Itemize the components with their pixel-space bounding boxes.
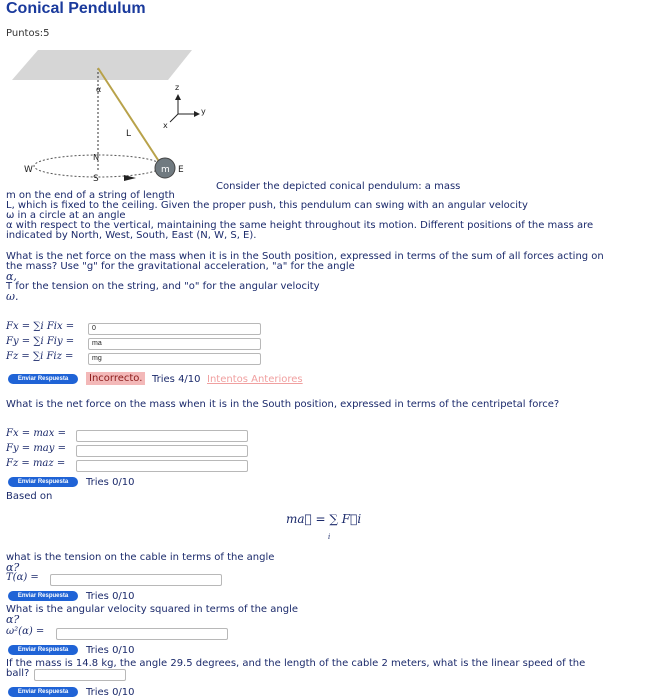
- q3-line-2: α?: [6, 561, 20, 574]
- q2-fz-label: Fz = maz =: [6, 458, 66, 469]
- q4-line-2: α?: [6, 613, 20, 626]
- q1-line-2: the mass? Use "g" for the gravitational acceleration, "a" for the angle: [6, 261, 355, 272]
- west-label: W: [24, 165, 33, 175]
- q2-fy-label: Fy = may =: [6, 443, 66, 454]
- q1-fz-label: Fz = ∑i Fiz =: [6, 351, 74, 362]
- length-label: L: [126, 129, 132, 139]
- q2-fy-input[interactable]: [76, 445, 248, 457]
- q3-label: T(α) =: [6, 572, 39, 583]
- intro-line-4: ω in a circle at an angle: [6, 210, 126, 221]
- conical-pendulum-diagram: [0, 44, 215, 194]
- intro-line-5: α with respect to the vertical, maintaining the same height throughout its motion. Different positions of the mass are: [6, 220, 594, 231]
- q1-fx-label: Fx = ∑i Fix =: [6, 321, 75, 332]
- q1-line-5: ω.: [6, 290, 19, 303]
- q4-submit-button[interactable]: Enviar Respuesta: [8, 645, 78, 655]
- intro-line-2: m on the end of a string of length: [6, 190, 175, 201]
- x-axis-label: x: [163, 121, 168, 130]
- q1-fx-input[interactable]: 0: [88, 323, 261, 335]
- q1-fy-label: Fy = ∑i Fiy =: [6, 336, 75, 347]
- newton-equation: ma⃗ = ∑ F⃗i: [286, 512, 362, 526]
- q3-tries: Tries 0/10: [86, 591, 135, 602]
- q4-line-1: What is the angular velocity squared in terms of the angle: [6, 604, 298, 615]
- q2-text: What is the net force on the mass when it is in the South position, expressed in terms of the centripetal force?: [6, 399, 560, 410]
- q2-fx-label: Fx = max =: [6, 428, 66, 439]
- q5-line-1: If the mass is 14.8 kg, the angle 29.5 degrees, and the length of the cable 2 meters, what is the linear speed of the: [6, 658, 586, 669]
- q1-line-4: T for the tension on the string, and "o" for the angular velocity: [6, 281, 320, 292]
- east-label: E: [178, 165, 184, 175]
- q1-fz-input[interactable]: mg: [88, 353, 261, 365]
- q2-tries: Tries 0/10: [86, 477, 135, 488]
- q1-incorrect-badge: Incorrecto.: [86, 372, 145, 385]
- alpha-label: α: [96, 85, 102, 94]
- q5-speed-input[interactable]: [34, 669, 126, 681]
- pendulum-string: [98, 68, 162, 166]
- intro-line-3: L, which is fixed to the ceiling. Given the proper push, this pendulum can swing with an angular velocity: [6, 200, 528, 211]
- q3-line-1: what is the tension on the cable in terms of the angle: [6, 552, 275, 563]
- south-label: S: [93, 174, 99, 184]
- q3-tension-input[interactable]: [50, 574, 222, 586]
- q2-submit-button[interactable]: Enviar Respuesta: [8, 477, 78, 487]
- intro-line-1: Consider the depicted conical pendulum: a mass: [216, 181, 461, 192]
- q4-omega-input[interactable]: [56, 628, 228, 640]
- q3-submit-button[interactable]: Enviar Respuesta: [8, 591, 78, 601]
- y-axis-label: y: [201, 107, 206, 116]
- q1-fy-input[interactable]: ma: [88, 338, 261, 350]
- q1-submit-button[interactable]: Enviar Respuesta: [8, 374, 78, 384]
- mass-label: m: [161, 165, 170, 175]
- newton-equation-sub: i: [328, 533, 331, 541]
- direction-arrow: [124, 175, 136, 181]
- q5-line-2: ball?: [6, 668, 30, 679]
- north-label: N: [93, 153, 99, 162]
- q1-tries: Tries 4/10: [152, 374, 201, 385]
- q4-label: ω²(α) =: [6, 626, 45, 637]
- q5-submit-button[interactable]: Enviar Respuesta: [8, 687, 78, 697]
- z-axis-label: z: [175, 83, 180, 92]
- based-on-text: Based on: [6, 491, 53, 502]
- points-label: Puntos:5: [6, 28, 50, 39]
- q1-line-3: α,: [6, 270, 17, 283]
- intro-line-6: indicated by North, West, South, East (N, W, S, E).: [6, 230, 257, 241]
- q2-fx-input[interactable]: [76, 430, 248, 442]
- q1-line-1: What is the net force on the mass when it is in the South position, expressed in terms of the sum of all forces acting on: [6, 251, 604, 262]
- q2-fz-input[interactable]: [76, 460, 248, 472]
- q5-tries: Tries 0/10: [86, 687, 135, 698]
- q1-previous-attempts-link[interactable]: Intentos Anteriores: [207, 374, 303, 385]
- q4-tries: Tries 0/10: [86, 645, 135, 656]
- page-title: Conical Pendulum: [6, 0, 146, 17]
